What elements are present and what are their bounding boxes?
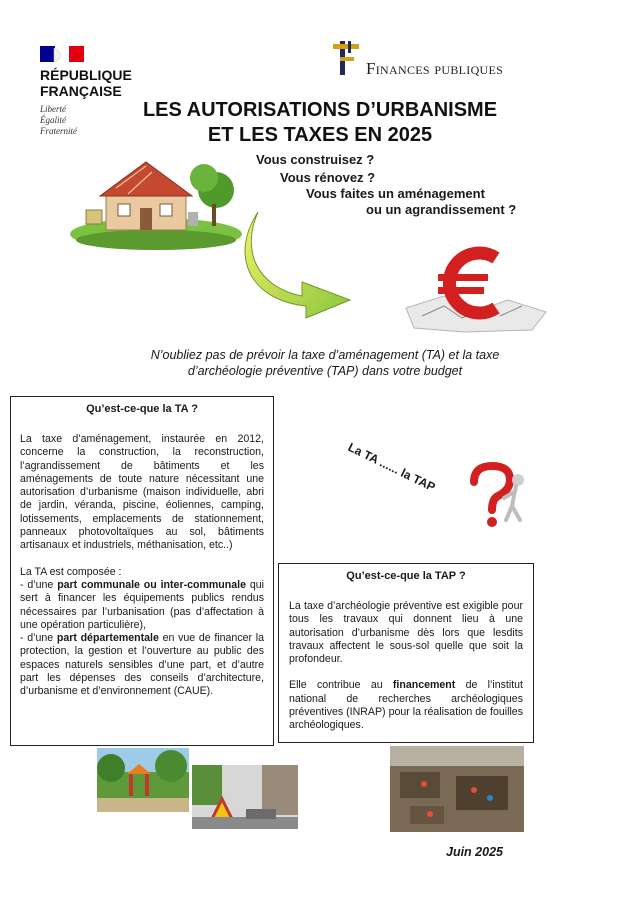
ta-info-box	[10, 396, 274, 746]
republique-francaise-label: RÉPUBLIQUE FRANÇAISE	[40, 67, 132, 99]
document-date: Juin 2025	[446, 845, 503, 859]
roadworks-photo	[192, 765, 298, 829]
page-title: LES AUTORISATIONS D’URBANISME ET LES TAXES EN 2025	[142, 99, 498, 146]
reminder-text: N’oubliez pas de prévoir la taxe d’aménagement (TA) et la taxe d’archéologie préventive (TAP) dans votre budget	[150, 348, 500, 378]
question-mark-figure-icon	[456, 462, 536, 532]
question-construire: Vous construisez ?	[256, 152, 375, 167]
curved-arrow-icon	[240, 208, 360, 320]
tap-heading: Qu’est-ce-que la TAP ?	[346, 570, 466, 582]
question-agrandissement: ou un agrandissement ?	[366, 202, 517, 217]
marianne-flag-icon	[40, 44, 84, 64]
euro-crack-icon	[404, 246, 548, 336]
ta-tap-label: La TA ...... la TAP	[345, 440, 438, 495]
ta-part-departementale: - d’une part départementale en vue de financer la protection, la gestion et l’ouverture au public des espaces naturels sensibles d’une part, et d’autre part les dépenses des conseils d’architecture, d’urbanisme et d’environnement (CAUE).	[20, 632, 264, 698]
archaeological-excavation-photo	[390, 746, 524, 832]
tap-description: La taxe d’archéologie préventive est exigible pour tous les travaux qui donnent lieu à une autorisation d’urbanisme dès lors que lesdits travaux affectent le sous-sol quelle que soit la profondeur.	[289, 600, 523, 666]
tap-financement: Elle contribue au financement de l’institut national de recherches archéologiques préventives (INRAP) pour la réalisation de fouilles archéologiques.	[289, 679, 524, 732]
ta-heading: Qu’est-ce-que la TA ?	[86, 403, 198, 415]
house-construction-illustration	[66, 148, 246, 252]
ta-part-communale: - d’une part communale ou inter-communale qui sert à financer les équipements publics rendus nécessaires par l’urbanisation (pas d’affectation à une opération particulière),	[20, 578, 264, 631]
ta-description: La taxe d’aménagement, instaurée en 2012, concerne la construction, la reconstruction, l’agrandissement de bâtiments et les aménagements de toute nature nécessitant une autorisation d’urbanisme (maison individuelle, abri de jardin, véranda, piscine, éoliennes, camping, lotissements, emplacements de stationnement, panneaux photovoltaïques au sol, bâtiments artisanaux et industriels, méthanisation, etc..)	[20, 433, 264, 552]
finances-publiques-logo-icon	[330, 38, 364, 78]
question-renover: Vous rénovez ?	[280, 170, 376, 185]
question-amenagement: Vous faites un aménagement	[306, 186, 485, 201]
finances-publiques-label: Finances publiques	[366, 59, 504, 78]
republique-motto: Liberté Égalité Fraternité	[40, 104, 77, 136]
ta-composition-label: La TA est composée :	[20, 565, 122, 578]
tap-info-box	[278, 563, 534, 743]
playground-photo	[97, 748, 189, 812]
